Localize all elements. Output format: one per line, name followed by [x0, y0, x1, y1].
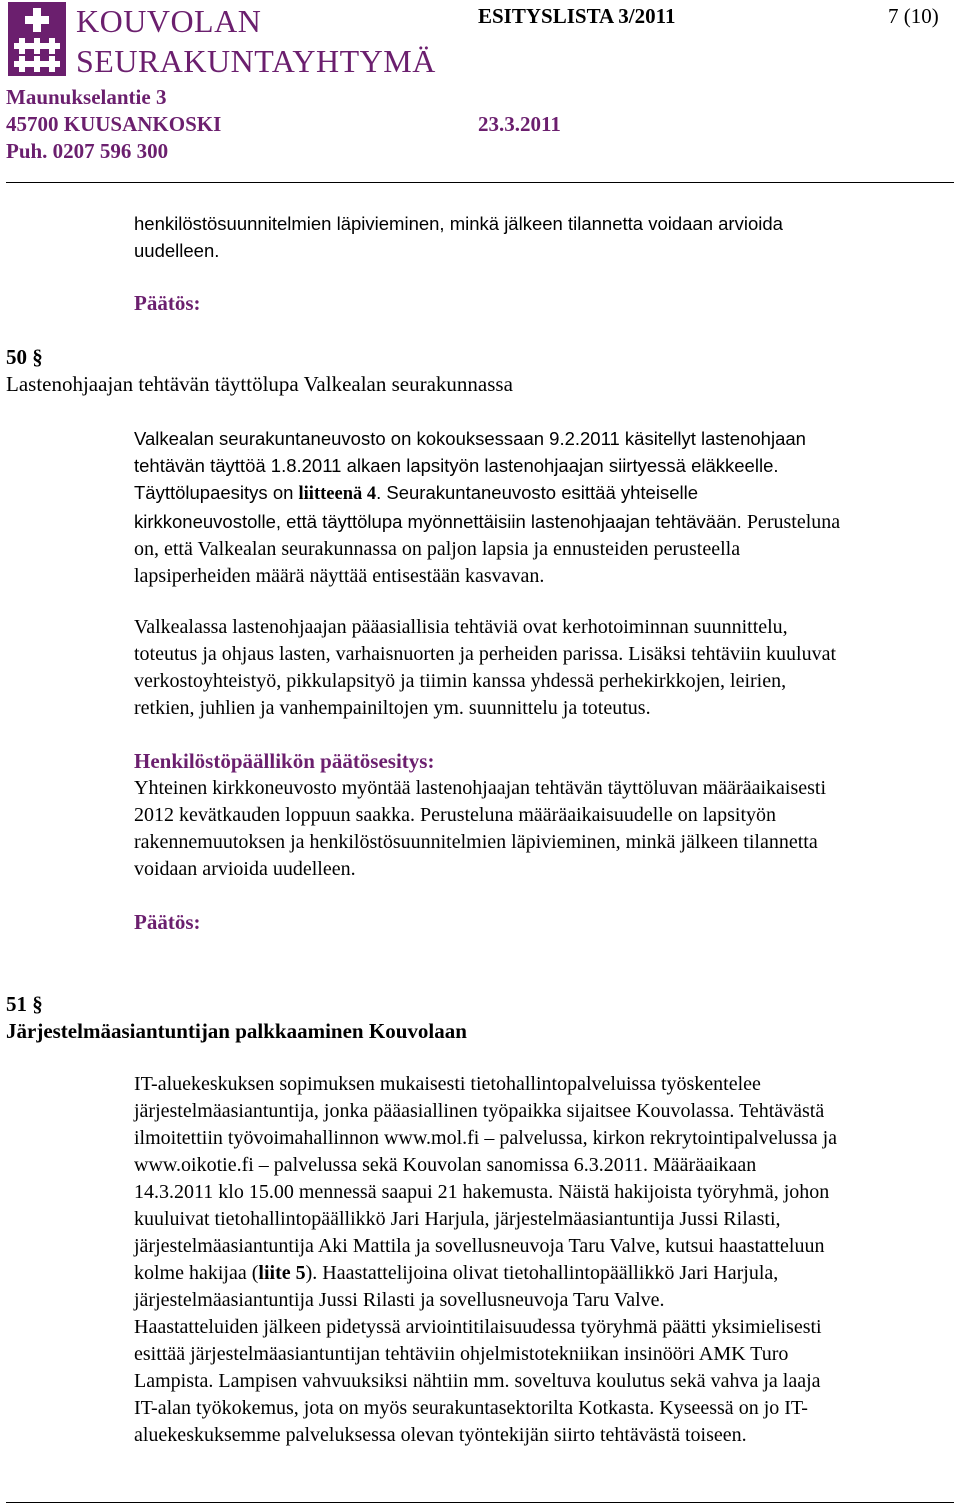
text-fragment: kirkkoneuvostolle, että täyttölupa myönnettäisiin lastenohjaajan tehtävään.	[134, 511, 742, 532]
text-fragment: . Seurakuntaneuvosto esittää yhteiselle	[376, 482, 699, 503]
text-fragment: Täyttölupaesitys on	[134, 482, 299, 503]
text-line: ilmoitettiin työvoimahallinnon www.mol.fi – palvelussa, kirkon rekrytointipalvelussa ja	[134, 1127, 838, 1149]
footer-divider	[6, 1502, 954, 1503]
section50-paragraph1	[134, 425, 958, 590]
section50-paragraph2	[134, 614, 958, 722]
text-line: uudelleen.	[134, 240, 220, 261]
text-line: Lampista. Lampisen vahvuuksiksi nähtiin mm. soveltuva koulutus sekä vahva ja laaja	[134, 1370, 821, 1392]
section-title: Lastenohjaajan tehtävän täyttölupa Valkealan seurakunnassa	[6, 372, 513, 396]
text-line: IT-aluekeskuksen sopimuksen mukaisesti tietohallintopalveluissa työskentelee	[134, 1073, 761, 1095]
header-divider	[6, 182, 954, 183]
text-line: henkilöstösuunnitelmien läpivieminen, minkä jälkeen tilannetta voidaan arvioida	[134, 213, 783, 234]
org-name-line1: KOUVOLAN	[76, 3, 262, 39]
text-line: Valkealan seurakuntaneuvosto on kokouksessaan 9.2.2011 käsitellyt lastenohjaan	[134, 428, 806, 449]
text-line: tehtävän täyttöä 1.8.2011 alkaen lapsityön lastenohjaajan siirtyessä eläkkeelle.	[134, 455, 779, 476]
address-street: Maunukselantie 3	[6, 85, 167, 109]
text-line: aluekeskuksemme palveluksessa olevan työntekijän siirto tehtävästä toiseen.	[134, 1424, 747, 1446]
text-line: esittää järjestelmäasiantuntijan tehtäviin ohjelmistotekniikan insinööri AMK Turo	[134, 1343, 789, 1365]
text-line: retkien, juhlien ja vanhempainiltojen ym. suunnittelu ja toteutus.	[134, 697, 651, 719]
text-fragment: Perusteluna	[741, 511, 841, 533]
text-line	[134, 1260, 958, 1287]
text-line: järjestelmäasiantuntija, jonka pääasiallinen työpaikka sijaitsee Kouvolassa. Tehtävästä	[134, 1100, 825, 1122]
address-city: 45700 KUUSANKOSKI	[6, 112, 222, 136]
attachment-reference: liite 5	[258, 1262, 306, 1284]
page-number: 7 (10)	[888, 4, 939, 28]
section-number: 50 §	[6, 345, 43, 369]
crosses-logo-icon	[8, 2, 66, 76]
attachment-reference: liitteenä 4	[298, 484, 377, 504]
org-name-line2: SEURAKUNTAYHTYMÄ	[76, 43, 436, 79]
text-line: toteutus ja ohjaus lasten, varhaisnuorten ja perheiden parissa. Lisäksi tehtäviin kuuluvat	[134, 643, 837, 665]
text-line	[134, 508, 958, 536]
section51-body	[134, 1071, 958, 1449]
decision-label: Päätös:	[134, 910, 201, 934]
text-line: järjestelmäasiantuntija Jussi Rilasti ja sovellusneuvoja Taru Valve.	[134, 1289, 665, 1311]
section-title: Järjestelmäasiantuntijan palkkaaminen Kouvolaan	[6, 1019, 467, 1043]
text-line: Valkealassa lastenohjaajan pääasiallisia tehtäviä ovat kerhotoiminnan suunnittelu,	[134, 616, 788, 638]
continuation-text	[134, 210, 958, 264]
text-line: IT-alan työkokemus, jota on myös seurakuntasektorilta Kotkasta. Kyseessä on jo IT-	[134, 1397, 808, 1419]
text-line: Yhteinen kirkkoneuvosto myöntää lastenohjaajan tehtävän täyttöluvan määräaikaisesti	[134, 777, 827, 799]
text-fragment: kolme hakijaa (	[134, 1262, 259, 1284]
text-line: on, että Valkealan seurakunnassa on paljon lapsia ja ennusteiden perusteella	[134, 538, 741, 560]
document-title: ESITYSLISTA 3/2011	[478, 4, 676, 28]
text-line: voidaan arvioida uudelleen.	[134, 858, 356, 880]
text-line	[134, 479, 958, 508]
text-line: järjestelmäasiantuntija Aki Mattila ja sovellusneuvoja Taru Valve, kutsui haastatteluun	[134, 1235, 825, 1257]
text-line: Haastatteluiden jälkeen pidetyssä arviointitilaisuudessa työryhmä päätti yksimielisesti	[134, 1316, 822, 1338]
text-line: 14.3.2011 klo 15.00 mennessä saapui 21 hakemusta. Näistä hakijoista työryhmä, johon	[134, 1181, 830, 1203]
text-line: rakennemuutoksen ja henkilöstösuunnitelmien läpivieminen, minkä jälkeen tilannetta	[134, 831, 818, 853]
section-number: 51 §	[6, 992, 43, 1016]
text-line: lapsiperheiden määrä näyttää entisestään kasvavan.	[134, 565, 545, 587]
text-line: 2012 kevätkauden loppuun saakka. Perusteluna määräaikaisuudelle on lapsityön	[134, 804, 777, 826]
document-date: 23.3.2011	[478, 112, 561, 136]
text-line: www.oikotie.fi – palvelussa sekä Kouvolan sanomissa 6.3.2011. Määräaikaan	[134, 1154, 757, 1176]
text-fragment: ). Haastattelijoina olivat tietohallintopäällikkö Jari Harjula,	[305, 1262, 779, 1284]
proposal-label: Henkilöstöpäällikön päätösesitys:	[134, 749, 435, 773]
proposal-text	[134, 775, 958, 883]
text-line: verkostoyhteistyö, pikkulapsityö ja tiimin kanssa yhdessä perhekirkkojen, leirien,	[134, 670, 787, 692]
phone-number: Puh. 0207 596 300	[6, 139, 169, 163]
text-line: kuuluivat tietohallintopäällikkö Jari Harjula, järjestelmäasiantuntija Jussi Rilasti,	[134, 1208, 781, 1230]
decision-label: Päätös:	[134, 291, 201, 315]
